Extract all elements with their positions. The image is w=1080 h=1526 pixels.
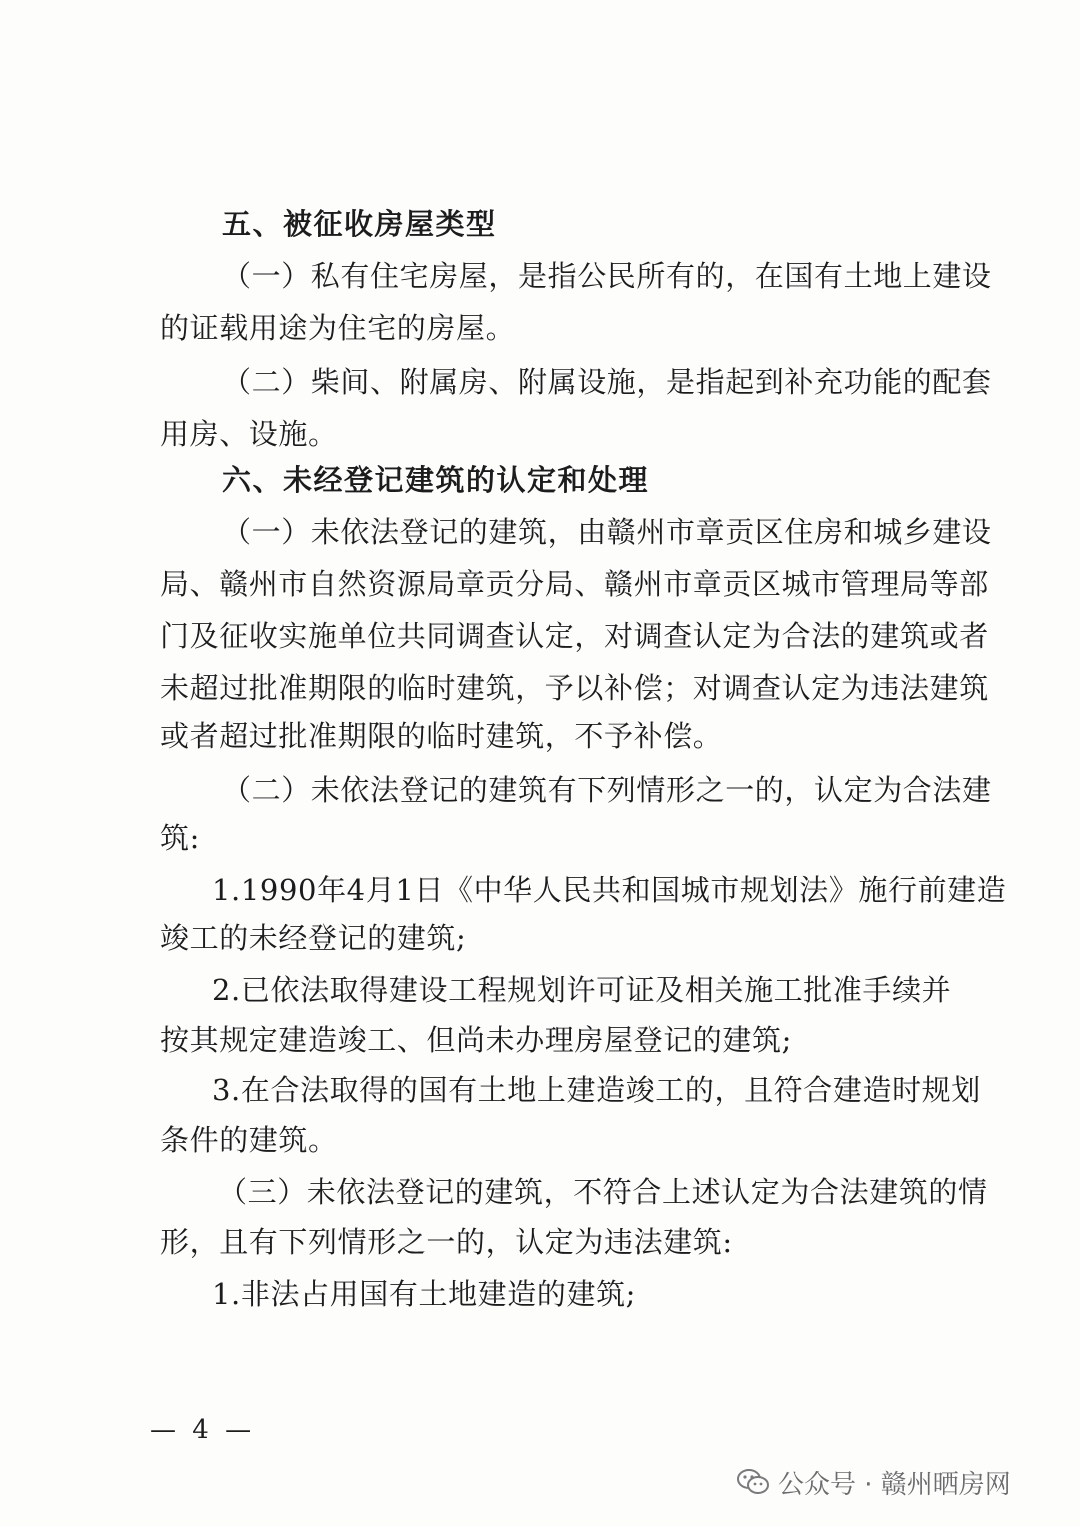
section-6-item-3-1-line-1: 1.非法占用国有土地建造的建筑; — [212, 1277, 637, 1311]
section-6-item-3-line-2: 形，且有下列情形之一的，认定为违法建筑: — [160, 1225, 733, 1259]
section-6-item-2-line-1: （二）未依法登记的建筑有下列情形之一的，认定为合法建 — [222, 773, 992, 807]
section-6-item-1-line-4: 未超过批准期限的临时建筑，予以补偿；对调查认定为违法建筑 — [160, 671, 989, 705]
section-5-item-1-line-2: 的证载用途为住宅的房屋。 — [160, 311, 516, 345]
section-6-item-2-2-line-2: 按其规定建造竣工、但尚未办理房屋登记的建筑; — [160, 1023, 792, 1057]
section-6-item-1-line-3: 门及征收实施单位共同调查认定，对调查认定为合法的建筑或者 — [160, 619, 989, 653]
section-5-item-1-line-1: （一）私有住宅房屋，是指公民所有的，在国有土地上建设 — [222, 259, 992, 293]
section-6-item-2-1-line-1: 1.1990年4月1日《中华人民共和国城市规划法》施行前建造 — [212, 873, 1007, 907]
section-6-item-2-line-2: 筑: — [160, 821, 200, 855]
section-6-item-2-1-line-2: 竣工的未经登记的建筑; — [160, 921, 467, 955]
watermark — [736, 1462, 1011, 1502]
section-6-item-1-line-1: （一）未依法登记的建筑，由赣州市章贡区住房和城乡建设 — [222, 515, 992, 549]
section-6-item-1-line-5: 或者超过批准期限的临时建筑，不予补偿。 — [160, 719, 723, 753]
section-6-item-2-3-line-2: 条件的建筑。 — [160, 1123, 338, 1157]
section-5-item-2-line-1: （二）柴间、附属房、附属设施，是指起到补充功能的配套 — [222, 365, 992, 399]
section-5-heading: 五、被征收房屋类型 — [222, 207, 497, 241]
section-5-item-2-line-2: 用房、设施。 — [160, 417, 338, 451]
section-6-item-3-line-1: （三）未依法登记的建筑，不符合上述认定为合法建筑的情 — [218, 1175, 988, 1209]
section-6-item-2-3-line-1: 3.在合法取得的国有土地上建造竣工的，且符合建造时规划 — [212, 1073, 981, 1107]
section-6-item-1-line-2: 局、赣州市自然资源局章贡分局、赣州市章贡区城市管理局等部 — [160, 567, 989, 601]
section-6-heading: 六、未经登记建筑的认定和处理 — [222, 463, 650, 497]
page-number: — 4 — — [150, 1415, 256, 1445]
watermark-text: 公众号 · 赣州晒房网 — [778, 1469, 1011, 1500]
wechat-icon — [736, 1467, 770, 1497]
section-6-item-2-2-line-1: 2.已依法取得建设工程规划许可证及相关施工批准手续并 — [212, 973, 952, 1007]
